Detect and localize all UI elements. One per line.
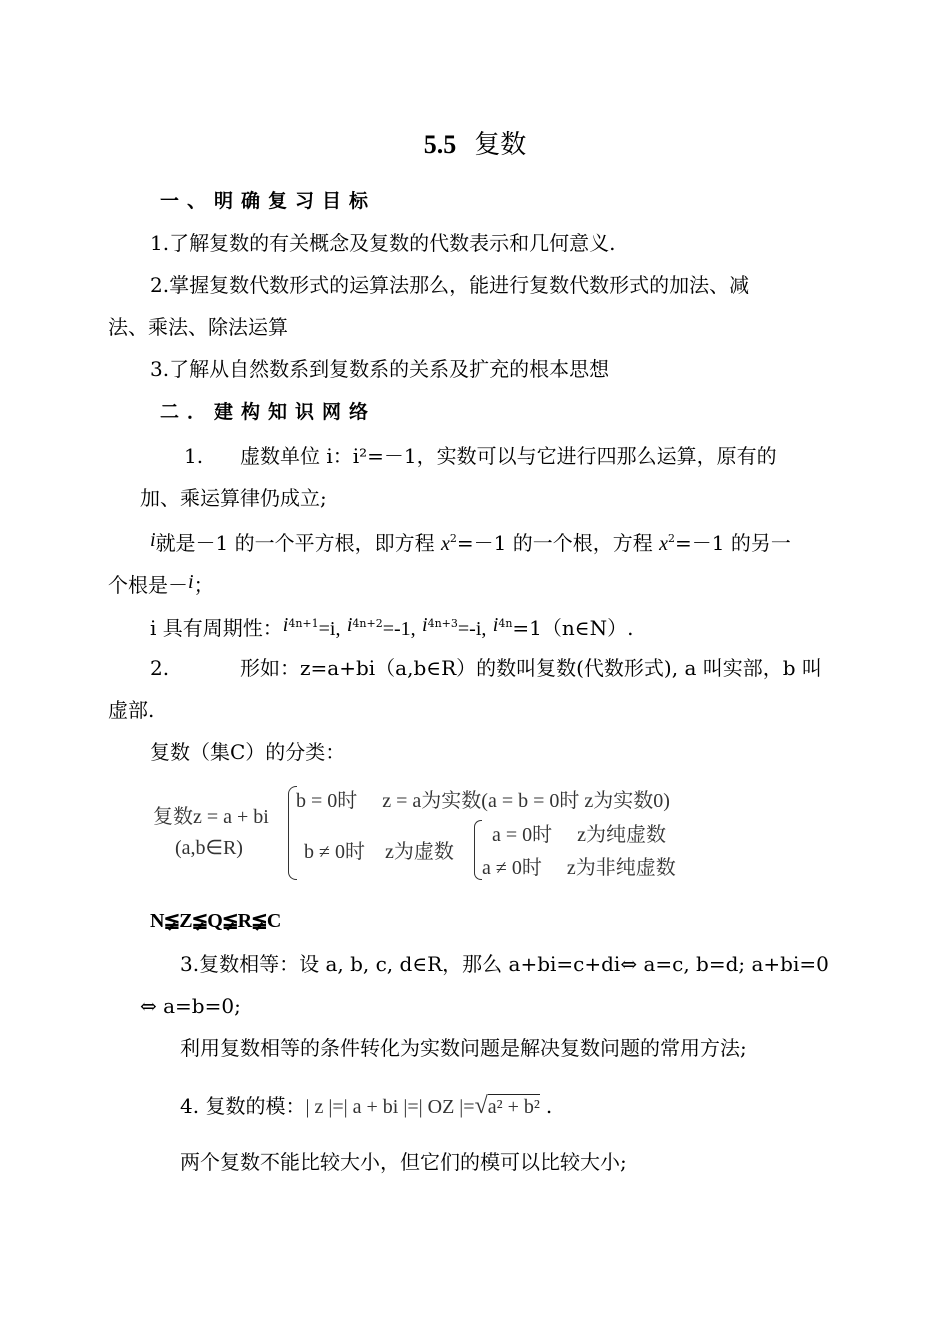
section1-item-2: 2.掌握复数代数形式的运算法那么，能进行复数代数形式的加法、减 (150, 273, 750, 297)
p7-label: 4. 复数的模： (180, 1094, 306, 1118)
p2-x1: x (441, 533, 450, 555)
number-set-chain: N≨Z≨Q≨R≨C (150, 910, 281, 932)
p2-i: i (150, 529, 156, 551)
p1-continuation: 加、乘运算律仍成立; (140, 486, 327, 510)
p3-periodicity (150, 611, 633, 643)
p3-val2: =-1, (382, 618, 416, 640)
p7-formula: | z |=| a + bi |=| OZ |= (305, 1096, 475, 1118)
classify-row-2: b ≠ 0时 z为虚数 (304, 841, 454, 863)
p5-continuation: ⇔ a=b=0; (140, 994, 241, 1018)
p2-text-a: 就是－1 的一个平方根，即方程 (155, 531, 442, 555)
title-text: 复数 (474, 130, 527, 160)
classify-row-1: b = 0时 z = a为实数(a = b = 0时 z为实数0) (296, 790, 670, 812)
section1-heading: 一、明确复习目标 (160, 190, 377, 212)
p7-sqrt: a² + b² (487, 1096, 540, 1118)
p1-text: 虚数单位 i：i²=－1，实数可以与它进行四那么运算，原有的 (240, 444, 777, 468)
classify-row-3: a = 0时 z为纯虚数 (492, 824, 667, 846)
p3-i3: i (422, 614, 428, 636)
p3-i4: i (492, 614, 499, 636)
page-title (0, 124, 950, 161)
p2-continuation (108, 568, 214, 599)
section1-item-1: 1.了解复数的有关概念及复数的代数表示和几何意义. (150, 231, 616, 255)
p3-exp4: 4n (498, 617, 513, 630)
p6-method: 利用复数相等的条件转化为实数问题是解决复数问题的常用方法; (180, 1036, 747, 1060)
p7-end: . (545, 1094, 553, 1118)
section2-heading: 二．建构知识网络 (160, 401, 377, 423)
p4-text: 形如：z=a+bi（a,b∈R）的数叫复数(代数形式), a 叫实部，b 叫 (240, 656, 822, 680)
sqrt-icon: √ (474, 1093, 488, 1119)
p3-exp2: 4n+2 (352, 617, 383, 630)
p8-comparison: 两个复数不能比较大小，但它们的模可以比较大小; (180, 1150, 627, 1174)
p3-i2: i (346, 614, 353, 636)
p3-val1: =i, (318, 618, 341, 640)
p3-lead: i 具有周期性： (150, 616, 283, 640)
p3-val3: =-i, (457, 618, 487, 640)
p7-modulus (180, 1092, 552, 1121)
p2-x2: x (659, 533, 668, 555)
p1-number: 1. (184, 444, 204, 468)
section1-item-2-cont: 法、乘法、除法运算 (108, 315, 288, 339)
p2-cont-end: ； (193, 573, 214, 597)
p2-cont-i: i (188, 571, 194, 593)
classify-row-4: a ≠ 0时 z为非纯虚数 (482, 857, 676, 879)
p5-equality: 3.复数相等：设 a, b, c, d∈R，那么 a+bi=c+di⇔ a=c, b=d; a+bi=0 (180, 952, 829, 976)
classify-left-1: 复数z = a + bi (153, 806, 269, 828)
classify-left-2: (a,b∈R) (175, 837, 243, 859)
p2-cont-text: 个根是－ (108, 573, 188, 597)
p4-continuation: 虚部. (108, 698, 155, 722)
p4-number: 2. (150, 656, 170, 680)
p3-val4: =1（n∈N）. (512, 616, 634, 640)
section1-item-3: 3.了解从自然数系到复数系的关系及扩充的根本思想 (150, 357, 610, 381)
p3-exp3: 4n+3 (427, 617, 458, 630)
classify-label: 复数（集C）的分类： (150, 740, 346, 764)
p2-text-b: =－1 的一个根，方程 (456, 531, 660, 555)
p3-exp1: 4n+1 (288, 617, 319, 630)
classify-brace-inner (474, 820, 482, 880)
p2-line: i就是－1 的一个平方根，即方程 $x^2=-1$ 的一个根，方程 $x^2=-1$ 的另一 (150, 529, 791, 555)
p2-text-c: =－1 的另一 (675, 531, 791, 555)
title-number: 5.5 (423, 130, 457, 159)
p3-i1: i (282, 614, 289, 636)
